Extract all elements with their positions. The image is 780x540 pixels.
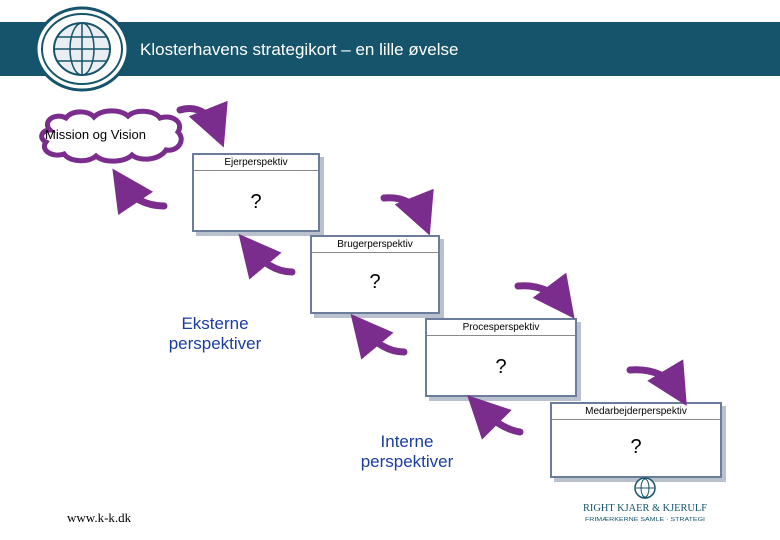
bruger-perspective-content: ? bbox=[369, 271, 381, 293]
rkk-brand-text: RIGHT KJAER & KJERULF bbox=[583, 503, 708, 514]
arrow-up-3-icon bbox=[364, 330, 404, 352]
arrow-up-1-icon bbox=[124, 186, 164, 206]
arrow-up-4-icon bbox=[482, 410, 520, 432]
external-label-line1: Eksterne bbox=[181, 314, 249, 333]
mission-vision-label: Mission og Vision bbox=[45, 127, 146, 142]
ejer-perspective-header: Ejerperspektiv bbox=[194, 155, 318, 171]
proces-perspective-header: Procesperspektiv bbox=[427, 320, 575, 336]
footer-url: www.k-k.dk bbox=[67, 510, 132, 525]
arrow-down-1-icon bbox=[180, 109, 216, 128]
rkk-brand-subtext: FRIMÆRKERNE SAMLE · STRATEGI bbox=[585, 517, 705, 523]
page-title: Klosterhavens strategikort – en lille øvelse bbox=[140, 40, 459, 59]
arrow-up-2-icon bbox=[252, 250, 292, 272]
internal-label-line2: perspektiver bbox=[360, 452, 454, 471]
rkk-logo-icon bbox=[580, 477, 710, 527]
medarbejder-perspective-header: Medarbejderperspektiv bbox=[552, 404, 720, 420]
proces-perspective-content: ? bbox=[495, 356, 507, 378]
arrow-down-3-icon bbox=[518, 286, 562, 302]
internal-label-line1: Interne bbox=[380, 432, 434, 451]
ejer-perspective-content: ? bbox=[250, 191, 262, 213]
bruger-perspective-header: Brugerperspektiv bbox=[312, 237, 438, 253]
external-label-line2: perspektiver bbox=[168, 334, 262, 353]
arrow-down-4-icon bbox=[630, 370, 676, 388]
arrow-down-2-icon bbox=[384, 198, 422, 216]
medarbejder-perspective-content: ? bbox=[630, 436, 642, 458]
